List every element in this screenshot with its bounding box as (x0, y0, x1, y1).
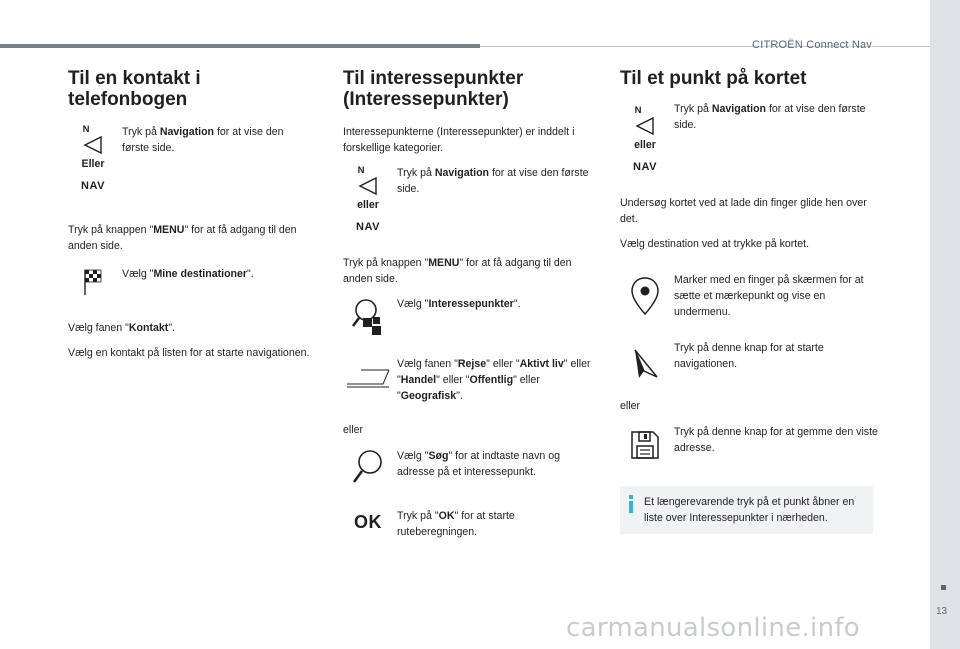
section-title: Til et punkt på kortet (620, 68, 807, 89)
step-search (343, 448, 595, 498)
step-text: Tryk på Navigation for at vise den første side. (674, 103, 866, 131)
step-destinations (68, 266, 313, 310)
step-navigation (68, 124, 313, 204)
nav-button-label[interactable]: NAV (633, 161, 657, 173)
or-label: eller (634, 139, 656, 151)
tabs-icon[interactable] (343, 356, 393, 388)
step-text: Tryk på "OK" for at starte ruteberegningen. (397, 510, 515, 538)
section-title: Til en kontakt i telefonbogen (68, 68, 201, 110)
nav-button-label[interactable]: NAV (356, 221, 380, 233)
info-text: Et længerevarende tryk på et punkt åbner en liste over Interessepunkter i nærheden. (644, 496, 855, 524)
map-pin-icon[interactable] (620, 272, 670, 316)
watermark: carmanualsonline.info (566, 613, 861, 643)
paragraph-tab: Vælg fanen "Kontakt". (68, 322, 176, 334)
poi-search-icon[interactable] (343, 296, 393, 336)
step-text: Tryk på Navigation for at vise den første side. (397, 167, 589, 195)
step-start (620, 340, 882, 386)
nav-button-label[interactable]: NAV (81, 180, 105, 192)
or-text: eller (343, 424, 364, 436)
arrow-cursor-icon (81, 135, 105, 155)
ok-button-icon[interactable] (343, 508, 393, 533)
arrow-cursor-icon (356, 176, 380, 196)
page-marker (941, 585, 946, 590)
step-navigation (620, 101, 882, 185)
compass-n: N (634, 105, 642, 116)
navigation-icon[interactable] (68, 124, 118, 192)
step-text: Tryk på Navigation for at vise den første side. (122, 126, 284, 154)
paragraph-contact: Vælg en kontakt på listen for at starte navigationen. (68, 347, 310, 359)
section-contact (68, 68, 313, 370)
step-save (620, 424, 882, 476)
or-label: eller (357, 199, 379, 211)
paragraph-select: Vælg destination ved at trykke på kortet. (620, 238, 810, 250)
page-side-strip (930, 0, 960, 649)
header-rule (0, 44, 480, 48)
info-note (620, 486, 873, 534)
compass-n: N (82, 124, 90, 135)
section-map-point (620, 68, 882, 534)
search-icon[interactable] (343, 448, 393, 486)
paragraph-menu: Tryk på knappen "MENU" for at få adgang til den anden side. (343, 257, 572, 285)
step-text: Vælg fanen "Rejse" eller "Aktivt liv" eller "Handel" eller "Offentlig" eller "Geografisk". (397, 358, 591, 402)
step-text: Marker med en finger på skærmen for at sætte et mærkepunkt og vise en undermenu. (674, 274, 864, 318)
info-icon (626, 495, 636, 513)
brand-label: CITROËN Connect Nav (752, 39, 872, 51)
step-tabs (343, 356, 595, 414)
checkered-flag-icon[interactable] (68, 266, 118, 296)
navigation-icon[interactable] (620, 101, 670, 173)
step-ok (343, 508, 595, 548)
step-text: Vælg "Søg" for at indtaste navn og adresse på et interessepunkt. (397, 450, 560, 478)
step-text: Vælg "Mine destinationer". (122, 268, 254, 280)
page-number: 13 (936, 606, 948, 617)
paragraph-intro: Interessepunkterne (Interessepunkter) er inddelt i forskellige kategorier. (343, 126, 575, 154)
step-text: Tryk på denne knap for at gemme den viste adresse. (674, 426, 878, 454)
step-navigation (343, 165, 595, 243)
ok-label: OK (354, 512, 382, 532)
or-label: Eller (81, 158, 105, 170)
save-icon[interactable] (620, 424, 670, 460)
compass-n: N (357, 165, 365, 176)
paragraph-menu: Tryk på knappen "MENU" for at få adgang til den anden side. (68, 224, 297, 252)
arrow-cursor-icon (633, 116, 657, 136)
step-text: Vælg "Interessepunkter". (397, 298, 521, 310)
navigation-icon[interactable] (343, 165, 393, 233)
start-navigation-icon[interactable] (620, 340, 670, 380)
paragraph-explore: Undersøg kortet ved at lade din finger glide hen over det. (620, 197, 867, 225)
step-marker (620, 272, 882, 330)
step-poi (343, 296, 595, 346)
section-poi (343, 68, 595, 558)
step-text: Tryk på denne knap for at starte navigationen. (674, 342, 824, 370)
or-text: eller (620, 400, 641, 412)
section-title: Til interessepunkter (Interessepunkter) (343, 68, 524, 110)
